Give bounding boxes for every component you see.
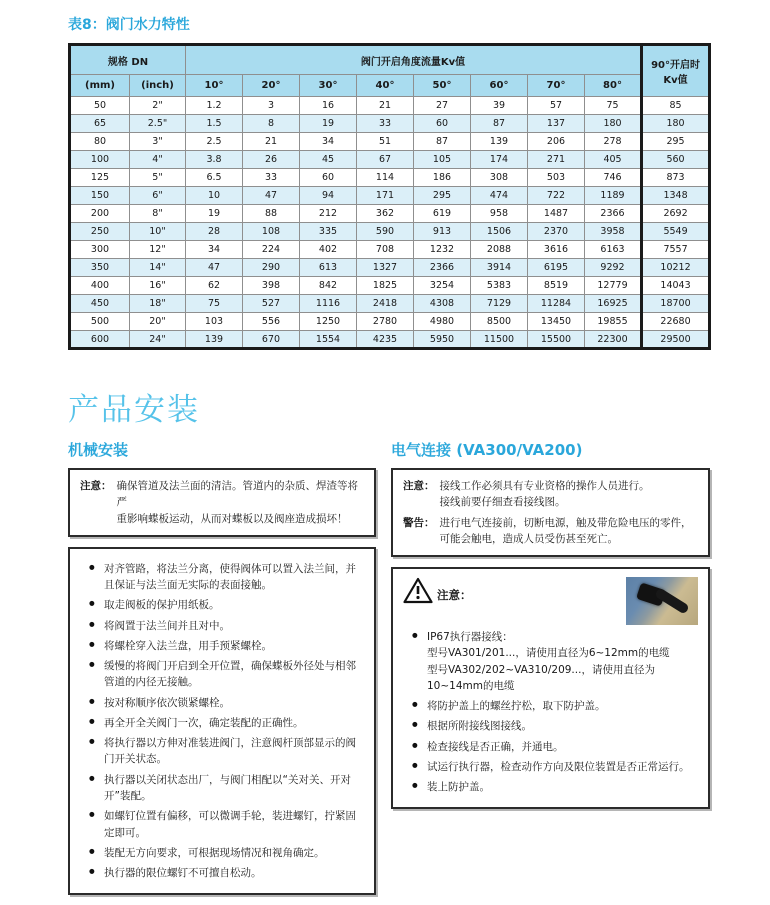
header-cell: 70° bbox=[528, 75, 585, 97]
list-item: ● 将阀置于法兰间并且对中。 bbox=[104, 618, 364, 634]
list-item: ● IP67执行器接线： 型号VA301/201...，请使用直径为6~12mm的电缆 型号VA302/202~VA310/209...，请使用直径为10~14mm的电缆 bbox=[427, 629, 698, 694]
table-cell: 4308 bbox=[414, 295, 471, 313]
table-cell: 45 bbox=[300, 151, 357, 169]
table-cell: 1348 bbox=[642, 187, 710, 205]
table-cell: 708 bbox=[357, 241, 414, 259]
caution-header bbox=[403, 577, 698, 625]
table-cell: 16 bbox=[300, 97, 357, 115]
table-cell: 1.5 bbox=[186, 115, 243, 133]
table-row bbox=[70, 223, 710, 241]
list-item: ● 如螺钉位置有偏移，可以微调手轮，装进螺钉，拧紧固定即可。 bbox=[104, 808, 364, 841]
mechanical-note-box bbox=[68, 468, 376, 537]
table-cell: 22680 bbox=[642, 313, 710, 331]
warning-label: 警告： bbox=[403, 516, 435, 529]
header-cell: 50° bbox=[414, 75, 471, 97]
table-cell: 57 bbox=[528, 97, 585, 115]
table-cell: 600 bbox=[70, 331, 130, 349]
header-kv90: 90°开启时Kv值 bbox=[642, 45, 710, 97]
table-cell: 26 bbox=[243, 151, 300, 169]
list-item: ● 缓慢的将阀门开启到全开位置，确保蝶板外径处与相邻管道的内径无接触。 bbox=[104, 658, 364, 691]
table-cell: 21 bbox=[357, 97, 414, 115]
table-cell: 5950 bbox=[414, 331, 471, 349]
warning-text: 进行电气连接前，切断电源，触及带危险电压的零件， 可能会触电，造成人员受伤甚至死亡。 bbox=[439, 516, 692, 545]
table-cell: 402 bbox=[300, 241, 357, 259]
table-row bbox=[70, 331, 710, 349]
table-cell: 670 bbox=[243, 331, 300, 349]
table-cell: 873 bbox=[642, 169, 710, 187]
table-cell: 150 bbox=[70, 187, 130, 205]
table-cell: 13450 bbox=[528, 313, 585, 331]
table-cell: 94 bbox=[300, 187, 357, 205]
electrical-caution-box bbox=[391, 567, 710, 809]
table-cell: 3254 bbox=[414, 277, 471, 295]
table-cell: 51 bbox=[357, 133, 414, 151]
cable-gland-photo bbox=[626, 577, 698, 625]
table-cell: 20" bbox=[130, 313, 186, 331]
table-cell: 8" bbox=[130, 205, 186, 223]
table-cell: 722 bbox=[528, 187, 585, 205]
table-cell: 300 bbox=[70, 241, 130, 259]
table-cell: 137 bbox=[528, 115, 585, 133]
table-cell: 224 bbox=[243, 241, 300, 259]
list-item: ● 装上防护盖。 bbox=[427, 779, 698, 795]
table-cell: 8 bbox=[243, 115, 300, 133]
table-cell: 19 bbox=[300, 115, 357, 133]
list-item: ● 装配无方向要求，可根据现场情况和视角确定。 bbox=[104, 845, 364, 861]
table-cell: 295 bbox=[414, 187, 471, 205]
table-cell: 4235 bbox=[357, 331, 414, 349]
table-cell: 2.5 bbox=[186, 133, 243, 151]
table-cell: 8500 bbox=[471, 313, 528, 331]
table-cell: 212 bbox=[300, 205, 357, 223]
table-cell: 6" bbox=[130, 187, 186, 205]
table-cell: 139 bbox=[186, 331, 243, 349]
list-item: ● 将执行器以方伸对准装进阀门，注意阀杆顶部显示的阀门开关状态。 bbox=[104, 735, 364, 768]
table-cell: 308 bbox=[471, 169, 528, 187]
electrical-column bbox=[391, 439, 710, 819]
table-row bbox=[70, 169, 710, 187]
table-cell: 1.2 bbox=[186, 97, 243, 115]
table-cell: 39 bbox=[471, 97, 528, 115]
table-cell: 50 bbox=[70, 97, 130, 115]
header-cell: 60° bbox=[471, 75, 528, 97]
table-cell: 3958 bbox=[585, 223, 642, 241]
table-cell: 1232 bbox=[414, 241, 471, 259]
table-cell: 14043 bbox=[642, 277, 710, 295]
table-cell: 350 bbox=[70, 259, 130, 277]
table-cell: 47 bbox=[243, 187, 300, 205]
table-header bbox=[70, 45, 710, 97]
table-row bbox=[70, 241, 710, 259]
table-cell: 4980 bbox=[414, 313, 471, 331]
table-cell: 28 bbox=[186, 223, 243, 241]
table-row bbox=[70, 277, 710, 295]
table-cell: 3616 bbox=[528, 241, 585, 259]
table-cell: 527 bbox=[243, 295, 300, 313]
table-cell: 2692 bbox=[642, 205, 710, 223]
table-cell: 6163 bbox=[585, 241, 642, 259]
table-cell: 405 bbox=[585, 151, 642, 169]
table-cell: 27 bbox=[414, 97, 471, 115]
table-cell: 10212 bbox=[642, 259, 710, 277]
table-cell: 271 bbox=[528, 151, 585, 169]
header-cell: (inch) bbox=[130, 75, 186, 97]
table-cell: 2.5" bbox=[130, 115, 186, 133]
list-item: ● 再全开全关阀门一次，确定装配的正确性。 bbox=[104, 715, 364, 731]
table-cell: 87 bbox=[414, 133, 471, 151]
table-cell: 34 bbox=[300, 133, 357, 151]
table-row bbox=[70, 151, 710, 169]
table-cell: 5" bbox=[130, 169, 186, 187]
table-cell: 746 bbox=[585, 169, 642, 187]
note-label: 注意： bbox=[80, 480, 112, 492]
table-row bbox=[70, 115, 710, 133]
table-cell: 12779 bbox=[585, 277, 642, 295]
table-cell: 9292 bbox=[585, 259, 642, 277]
table-cell: 2366 bbox=[414, 259, 471, 277]
table-row bbox=[70, 259, 710, 277]
table-cell: 85 bbox=[642, 97, 710, 115]
table-cell: 171 bbox=[357, 187, 414, 205]
header-cell: 80° bbox=[585, 75, 642, 97]
table-cell: 500 bbox=[70, 313, 130, 331]
table-cell: 114 bbox=[357, 169, 414, 187]
table-cell: 100 bbox=[70, 151, 130, 169]
table-cell: 1250 bbox=[300, 313, 357, 331]
table-cell: 556 bbox=[243, 313, 300, 331]
mechanical-column bbox=[68, 439, 376, 905]
list-item: ● 执行器以关闭状态出厂，与阀门相配以“关对关、开对开”装配。 bbox=[104, 772, 364, 805]
table-cell: 6.5 bbox=[186, 169, 243, 187]
table-cell: 10 bbox=[186, 187, 243, 205]
table-cell: 60 bbox=[300, 169, 357, 187]
table-cell: 62 bbox=[186, 277, 243, 295]
table-cell: 105 bbox=[414, 151, 471, 169]
table-cell: 362 bbox=[357, 205, 414, 223]
table-cell: 200 bbox=[70, 205, 130, 223]
table-cell: 295 bbox=[642, 133, 710, 151]
header-cell: 30° bbox=[300, 75, 357, 97]
table-cell: 913 bbox=[414, 223, 471, 241]
table-cell: 5383 bbox=[471, 277, 528, 295]
table-cell: 19 bbox=[186, 205, 243, 223]
electrical-steps-list bbox=[403, 629, 698, 795]
table-cell: 613 bbox=[300, 259, 357, 277]
table-cell: 3" bbox=[130, 133, 186, 151]
note-label: 注意： bbox=[403, 480, 435, 492]
table-cell: 11284 bbox=[528, 295, 585, 313]
table-cell: 3 bbox=[243, 97, 300, 115]
table-cell: 34 bbox=[186, 241, 243, 259]
table-cell: 60 bbox=[414, 115, 471, 133]
header-sub-row bbox=[70, 75, 710, 97]
table-row bbox=[70, 133, 710, 151]
table-cell: 958 bbox=[471, 205, 528, 223]
table-cell: 180 bbox=[642, 115, 710, 133]
table-cell: 1327 bbox=[357, 259, 414, 277]
table-row bbox=[70, 205, 710, 223]
list-item: ● 将防护盖上的螺丝拧松，取下防护盖。 bbox=[427, 698, 698, 714]
table-cell: 250 bbox=[70, 223, 130, 241]
table-cell: 7129 bbox=[471, 295, 528, 313]
warning-triangle-icon bbox=[403, 577, 433, 609]
table-cell: 33 bbox=[243, 169, 300, 187]
table-cell: 590 bbox=[357, 223, 414, 241]
table-cell: 19855 bbox=[585, 313, 642, 331]
table-cell: 842 bbox=[300, 277, 357, 295]
note-text: 确保管道及法兰面的清洁。管道内的杂质、焊渣等将严 重影响蝶板运动，从而对蝶板以及阀座造成损坏！ bbox=[116, 480, 358, 525]
table-cell: 2780 bbox=[357, 313, 414, 331]
table-cell: 2370 bbox=[528, 223, 585, 241]
table-cell: 400 bbox=[70, 277, 130, 295]
table-cell: 11500 bbox=[471, 331, 528, 349]
table-cell: 12" bbox=[130, 241, 186, 259]
table-cell: 108 bbox=[243, 223, 300, 241]
table-row bbox=[70, 295, 710, 313]
table-cell: 6195 bbox=[528, 259, 585, 277]
table-cell: 21 bbox=[243, 133, 300, 151]
list-item: ● 取走阀板的保护用纸板。 bbox=[104, 597, 364, 613]
electrical-note-box bbox=[391, 468, 710, 557]
table-cell: 22300 bbox=[585, 331, 642, 349]
table-cell: 278 bbox=[585, 133, 642, 151]
table-cell: 335 bbox=[300, 223, 357, 241]
table-cell: 186 bbox=[414, 169, 471, 187]
table-cell: 3914 bbox=[471, 259, 528, 277]
table-cell: 2088 bbox=[471, 241, 528, 259]
table-cell: 125 bbox=[70, 169, 130, 187]
table-cell: 290 bbox=[243, 259, 300, 277]
mechanical-steps-box bbox=[68, 547, 376, 896]
table-cell: 16" bbox=[130, 277, 186, 295]
table-cell: 1506 bbox=[471, 223, 528, 241]
table-cell: 88 bbox=[243, 205, 300, 223]
table-cell: 503 bbox=[528, 169, 585, 187]
table-cell: 1554 bbox=[300, 331, 357, 349]
list-item: ● 执行器的限位螺钉不可擅自松动。 bbox=[104, 865, 364, 881]
table-cell: 67 bbox=[357, 151, 414, 169]
table-cell: 18700 bbox=[642, 295, 710, 313]
table-cell: 4" bbox=[130, 151, 186, 169]
kv-flow-table bbox=[68, 43, 711, 350]
table-cell: 75 bbox=[186, 295, 243, 313]
section-title-installation: 产品安装 bbox=[68, 392, 200, 428]
list-item: ● 按对称顺序依次锁紧螺栓。 bbox=[104, 695, 364, 711]
table-row bbox=[70, 97, 710, 115]
table-cell: 87 bbox=[471, 115, 528, 133]
table-title: 表8：阀门水力特性 bbox=[68, 17, 190, 33]
list-item: ● 检查接线是否正确，并通电。 bbox=[427, 739, 698, 755]
caution-label: 注意： bbox=[437, 588, 472, 603]
table-cell: 1487 bbox=[528, 205, 585, 223]
list-item: ● 试运行执行器，检查动作方向及限位装置是否正常运行。 bbox=[427, 759, 698, 775]
table-cell: 2418 bbox=[357, 295, 414, 313]
table-cell: 174 bbox=[471, 151, 528, 169]
table-cell: 180 bbox=[585, 115, 642, 133]
header-cell: 10° bbox=[186, 75, 243, 97]
subhead-mechanical: 机械安装 bbox=[68, 441, 129, 459]
table-cell: 2" bbox=[130, 97, 186, 115]
table-cell: 14" bbox=[130, 259, 186, 277]
table-cell: 75 bbox=[585, 97, 642, 115]
table-cell: 474 bbox=[471, 187, 528, 205]
table-cell: 619 bbox=[414, 205, 471, 223]
table-cell: 16925 bbox=[585, 295, 642, 313]
table-cell: 10" bbox=[130, 223, 186, 241]
table-cell: 1825 bbox=[357, 277, 414, 295]
table-cell: 103 bbox=[186, 313, 243, 331]
table-cell: 3.8 bbox=[186, 151, 243, 169]
table-cell: 1189 bbox=[585, 187, 642, 205]
note-text: 接线工作必须具有专业资格的操作人员进行。 接线前要仔细查看接线图。 bbox=[439, 480, 650, 509]
table-cell: 398 bbox=[243, 277, 300, 295]
table-row bbox=[70, 313, 710, 331]
table-cell: 15500 bbox=[528, 331, 585, 349]
table-cell: 29500 bbox=[642, 331, 710, 349]
table-cell: 560 bbox=[642, 151, 710, 169]
list-item: ● 根据所附接线图接线。 bbox=[427, 718, 698, 734]
table-cell: 80 bbox=[70, 133, 130, 151]
list-item: ● 将螺栓穿入法兰盘，用手预紧螺栓。 bbox=[104, 638, 364, 654]
table-cell: 47 bbox=[186, 259, 243, 277]
header-cell: 40° bbox=[357, 75, 414, 97]
mechanical-steps-list bbox=[80, 561, 364, 882]
table-cell: 24" bbox=[130, 331, 186, 349]
table-cell: 33 bbox=[357, 115, 414, 133]
header-cell: (mm) bbox=[70, 75, 130, 97]
table-cell: 1116 bbox=[300, 295, 357, 313]
header-kv-group: 阀门开启角度流量Kv值 bbox=[186, 45, 642, 75]
header-cell: 20° bbox=[243, 75, 300, 97]
subhead-electrical: 电气连接 (VA300/VA200) bbox=[391, 441, 583, 459]
table-cell: 2366 bbox=[585, 205, 642, 223]
table-cell: 7557 bbox=[642, 241, 710, 259]
table-cell: 139 bbox=[471, 133, 528, 151]
install-columns bbox=[68, 439, 710, 905]
table-cell: 450 bbox=[70, 295, 130, 313]
table-cell: 18" bbox=[130, 295, 186, 313]
table-cell: 8519 bbox=[528, 277, 585, 295]
table-body bbox=[70, 97, 710, 349]
table-cell: 5549 bbox=[642, 223, 710, 241]
header-spec-dn: 规格 DN bbox=[70, 45, 186, 75]
table-row bbox=[70, 187, 710, 205]
list-item: ● 对齐管路，将法兰分离，使得阀体可以置入法兰间，并且保证与法兰面无实际的表面接触。 bbox=[104, 561, 364, 594]
table-cell: 206 bbox=[528, 133, 585, 151]
table-cell: 65 bbox=[70, 115, 130, 133]
